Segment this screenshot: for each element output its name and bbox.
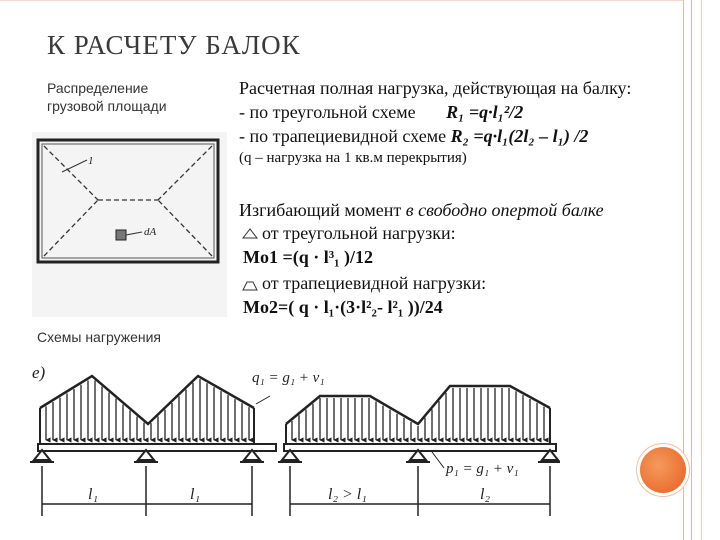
beam-right [284, 444, 556, 451]
formula-r1: R₁ =q·l₁²/2 [446, 102, 524, 122]
text-load-note: (q – нагрузка на 1 кв.м перекрытия) [239, 150, 467, 166]
text-from-triangle-load: от треугольной нагрузки: [262, 223, 456, 243]
formula-r2: R₂ =q·l₁(2l₂ – l₁) /2 [450, 126, 589, 146]
text-bending-moment: Изгибающий момент [239, 200, 402, 220]
caption-loading-schemes: Схемы нагружения [37, 329, 162, 345]
frame-right-rule [701, 0, 702, 540]
caption-area-line: Распределение [47, 80, 149, 96]
text-bending-moment-line [239, 200, 604, 220]
slide-title: К РАСЧЕТУ БАЛОК [47, 30, 301, 60]
text-from-trapezoid-load: от трапециевидной нагрузки: [262, 273, 487, 293]
formula-mo2: Mo2=( q · l₁·(3·l²₂- l²₁ ))/24 [243, 297, 443, 317]
label-span-l2-gt-l1: l₂ > l₁ [328, 486, 367, 503]
triangle-load-icon [242, 227, 258, 239]
text-triangle-scheme-line [239, 102, 523, 122]
text-trapezoid-scheme-line [239, 126, 588, 146]
caption-area-line: грузовой площади [47, 98, 167, 114]
label-load-p: p₁ = g₁ + v₁ [446, 461, 519, 477]
label-load-q: q₁ = g₁ + v₁ [252, 370, 325, 386]
text-triangle-scheme: - по треугольной схеме [239, 102, 416, 122]
beam-left [38, 444, 276, 451]
label-span-l2: l₂ [480, 486, 491, 503]
area-distribution-diagram [32, 132, 227, 317]
trapezoid-load-icon [242, 279, 258, 291]
area-element-dA [116, 230, 126, 240]
formula-mo1: Mo1 =(q · l³₁ )/12 [243, 247, 374, 267]
caption-area-distribution [47, 79, 167, 115]
text-full-load-heading: Расчетная полная нагрузка, действующая на балку: [239, 78, 632, 98]
text-simply-supported: в свободно опертой балке [405, 200, 604, 220]
trapezoid-load-scheme [278, 386, 560, 516]
triangle-load-scheme [30, 376, 276, 516]
label-dA: dA [144, 226, 157, 238]
text-trapezoid-scheme: - по трапециевидной схеме [239, 126, 447, 146]
frame-top-rule [0, 0, 683, 1]
label-scheme-e: e) [32, 363, 46, 382]
frame-right-rule [691, 0, 692, 540]
loading-schemes-diagram [30, 356, 560, 522]
label-span-l1-second: l₁ [190, 486, 201, 503]
label-span-l1-first: l₁ [88, 486, 99, 503]
accent-circle [640, 447, 686, 493]
label-1: 1 [88, 155, 94, 167]
